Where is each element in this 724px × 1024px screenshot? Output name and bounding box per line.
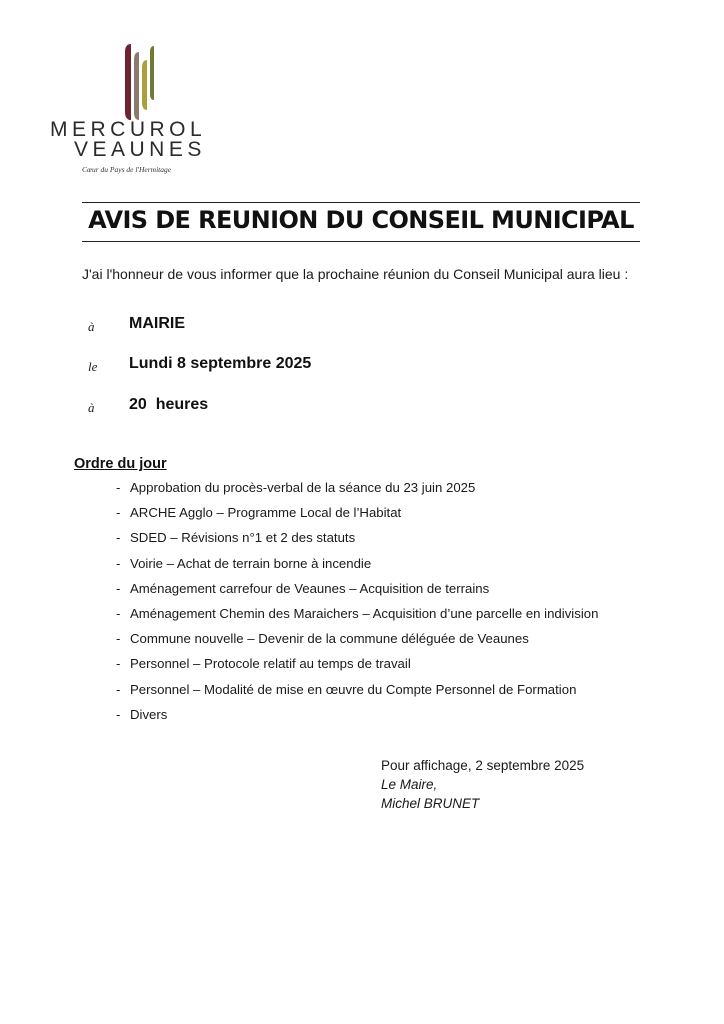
agenda-item-text: ARCHE Agglo – Programme Local de l’Habitat [130,505,402,521]
agenda-item-text: Approbation du procès-verbal de la séance du 23 juin 2025 [130,480,476,495]
detail-value: Lundi 8 septembre 2025 [129,355,312,372]
detail-preposition: le [88,359,98,374]
logo [48,42,228,177]
agenda-item-text: Commune nouvelle – Devenir de la commune déléguée de Veaunes [130,631,529,647]
agenda-title: Ordre du jour [74,456,167,472]
signature-block [381,756,584,813]
logo-text-mercurol: MERCUROL [50,118,207,141]
agenda-item-text: Personnel – Modalité de mise en œuvre du Compte Personnel de Formation [130,681,577,697]
agenda-item: - Personnel – Protocole relatif au temps de travail [116,656,598,681]
agenda-list [116,480,598,732]
agenda-item: - Personnel – Modalité de mise en œuvre du Compte Personnel de Formation [116,682,598,707]
logo-mark-icon [120,42,160,122]
agenda-item: - ARCHE Agglo – Programme Local de l’Habitat [116,505,598,530]
mayor-title: Le Maire, [381,777,438,792]
agenda-item: - Divers [116,707,598,732]
posting-date: Pour affichage, 2 septembre 2025 [381,758,585,773]
title-rule-bottom [82,241,640,242]
agenda-item: - Commune nouvelle – Devenir de la commune déléguée de Veaunes [116,631,598,656]
mayor-name: Michel BRUNET [381,796,480,811]
agenda-item-text: Divers [130,706,168,722]
intro-text: J'ai l'honneur de vous informer que la prochaine réunion du Conseil Municipal aura lieu : [82,266,629,282]
agenda-item: - SDED – Révisions n°1 et 2 des statuts [116,530,598,555]
agenda-item-text: Voirie – Achat de terrain borne à incendie [130,555,372,571]
title-rule-top [82,202,640,203]
logo-text-veaunes: VEAUNES [74,138,206,161]
agenda-item: - Aménagement Chemin des Maraichers – Acquisition d’une parcelle en indivision [116,606,598,631]
agenda-item-text: SDED – Révisions n°1 et 2 des statuts [130,530,356,546]
detail-preposition: à [88,400,95,415]
agenda-item-text: Aménagement carrefour de Veaunes – Acquisition de terrains [130,580,490,596]
logo-tagline: Cœur du Pays de l'Hermitage [82,165,172,174]
agenda-item: - Aménagement carrefour de Veaunes – Acquisition de terrains [116,581,598,606]
page-title: AVIS DE REUNION DU CONSEIL MUNICIPAL [88,206,634,234]
agenda-item: - Approbation du procès-verbal de la séance du 23 juin 2025 [116,480,598,505]
detail-value: MAIRIE [129,315,185,332]
agenda-item-text: Personnel – Protocole relatif au temps de travail [130,656,411,672]
detail-preposition: à [88,319,95,334]
agenda-item-text: Aménagement Chemin des Maraichers – Acquisition d’une parcelle en indivision [130,605,599,621]
agenda-item: - Voirie – Achat de terrain borne à incendie [116,556,598,581]
detail-value: 20 heures [129,396,209,413]
